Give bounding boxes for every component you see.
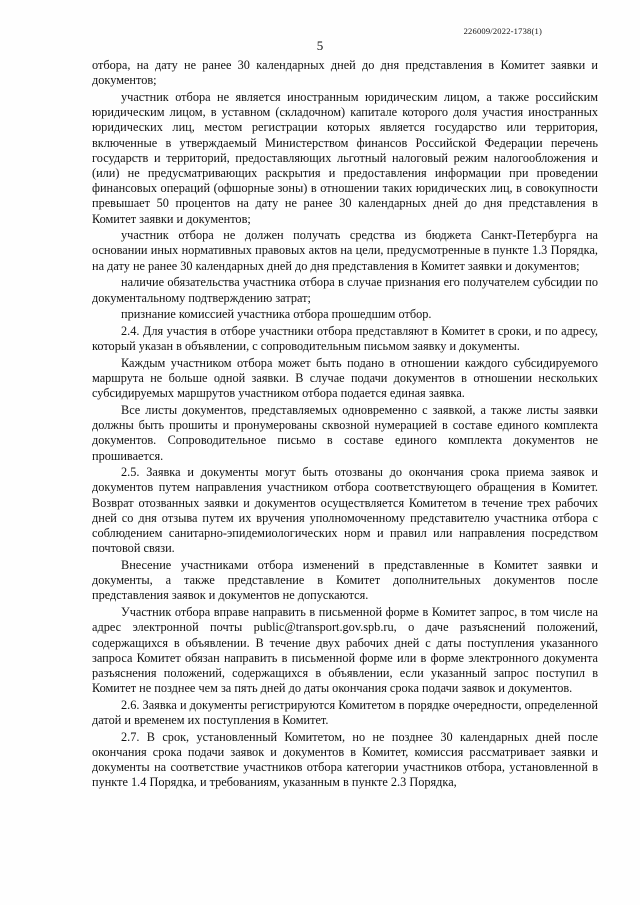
paragraph-2-6: 2.6. Заявка и документы регистрируются Комитетом в порядке очередности, определенной датой и временем их поступления в Комитет.: [92, 697, 598, 728]
paragraph-continuation: отбора, на дату не ранее 30 календарных дней до дня представления в Комитет заявки и документов;: [92, 58, 598, 88]
paragraph-no-changes: Внесение участниками отбора изменений в представленные в Комитет заявки и документы, а также представление в Комитет дополнительных документов после представления заявок и документов не допускаются.: [92, 558, 598, 603]
paragraph-document-binding: Все листы документов, представляемых одновременно с заявкой, а также листы заявки должны быть прошиты и пронумерованы сквозной нумерацией в составе единого комплекта документов. Сопроводительное письмо в составе единого комплекта документов не прошивается.: [92, 402, 598, 463]
paragraph-commission-recognition: признание комиссией участника отбора прошедшим отбор.: [121, 307, 432, 322]
paragraph-obligation: наличие обязательства участника отбора в случае признания его получателем субсидии по документальному подтверждению затрат;: [92, 275, 598, 305]
paragraph-2-4: 2.4. Для участия в отборе участники отбора представляют в Комитет в сроки, и по адресу, который указан в объявлении, с сопроводительным письмом заявку и документы.: [92, 323, 598, 354]
paragraph-budget-funds-requirement: участник отбора не должен получать средства из бюджета Санкт-Петербурга на основании иных нормативных правовых актов на цели, предусмотренные в пункте 1.3 Порядка, на дату не ранее 30 календарных дней до дня представления в Комитет заявки и документов;: [92, 228, 598, 273]
document-registration-number: 226009/2022-1738(1): [463, 26, 542, 36]
page-number: 5: [316, 38, 324, 53]
paragraph-clarification-request: Участник отбора вправе направить в письменной форме в Комитет запрос, в том числе на адрес электронной почты public@transport.gov.spb.ru, о даче разъяснений положений, содержащихся в объявлении. В течение двух рабочих дней с даты поступления указанного запроса Комитет обязан направить в письменной форме или в форме электронного документа разъяснения положений, содержащихся в объявлении, если указанный запрос поступил в Комитет не позднее чем за пять дней до даты окончания срока подачи заявок и документов.: [92, 605, 598, 696]
paragraph-foreign-entity-requirement: участник отбора не является иностранным юридическим лицом, а также российским юридическим лицом, в уставном (складочном) капитале которого доля участия иностранных юридических лиц, местом регистрации которых является государство или территория, включенные в утверждаемый Министерством финансов Российской Федерации перечень государств и территорий, предоставляющих льготный налоговый режим налогообложения и (или) не предусматривающих раскрытия и предоставления информации при проведении финансовых операций (офшорные зоны) в отношении таких юридических лиц, в совокупности превышает 50 процентов на дату не ранее 30 календарных дней до дня представления в Комитет заявки и документов;: [92, 89, 598, 226]
paragraph-one-application: Каждым участником отбора может быть подано в отношении каждого субсидируемого маршрута не больше одной заявки. В случае подачи документов в отношении нескольких субсидируемых маршрутов участником отбора подается единая заявка.: [92, 355, 598, 401]
paragraph-2-7: 2.7. В срок, установленный Комитетом, но не позднее 30 календарных дней после окончания срока подачи заявок и документов в Комитет, комиссия рассматривает заявки и документы на соответствие участников отбора категории участников отбора, установленной в пункте 1.4 Порядка, и требованиям, указанным в пункте 2.3 Порядка,: [92, 729, 598, 790]
document-body: [92, 58, 598, 792]
paragraph-2-5: 2.5. Заявка и документы могут быть отозваны до окончания срока приема заявок и документов путем направления участником отбора соответствующего обращения в Комитет. Возврат отозванных заявки и документов осуществляется Комитетом в течение трех рабочих дней со дня отзыва путем их вручения уполномоченному представителю участника отбора с соблюдением санитарно-эпидемиологических норм и правил или направления посредством почтовой связи.: [92, 465, 598, 556]
